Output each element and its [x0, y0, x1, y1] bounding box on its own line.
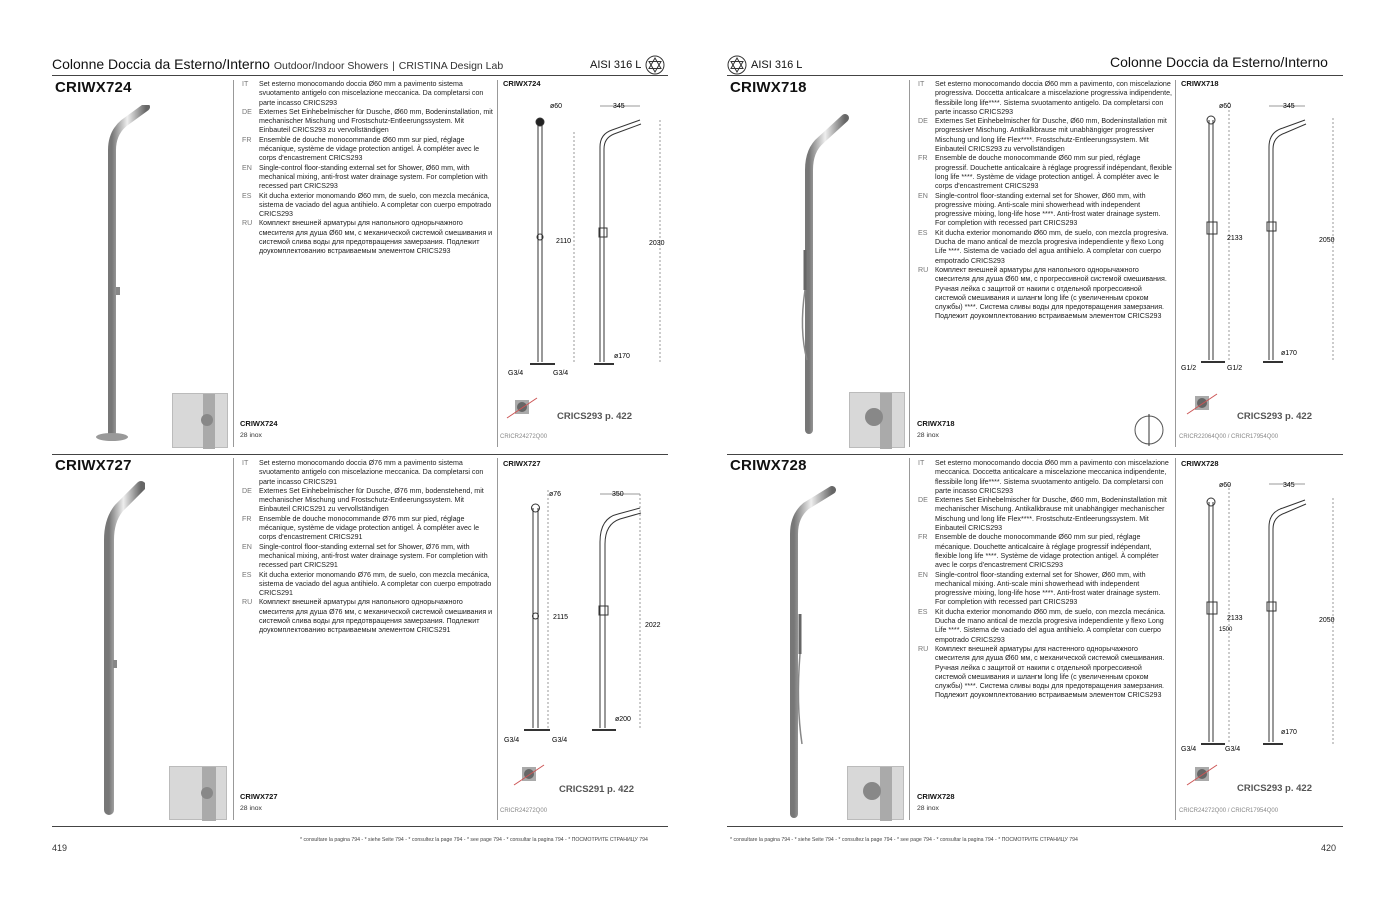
recessed-part-ref: CRICS293 p. 422: [1237, 783, 1312, 794]
footer-note: * consultare la pagina 794 - * siehe Seite 794 - * consultez la page 794 - * see page 794 - * consultar la pagina 794 - * ПОСМОТРИТЕ СТРАНИЦУ 794: [300, 837, 648, 843]
dim-diameter: ø60: [1219, 482, 1232, 489]
finish-code: 28 inox: [917, 805, 939, 812]
header-lab: CRISTINA Design Lab: [398, 60, 504, 72]
dim-height-total: 2133: [1227, 235, 1243, 242]
multilang-description: IT Set esterno monocomando doccia Ø60 mm a pavimento con miscelazione meccanica. Doccetta anticalcare a miscelazione meccanica indipendente, flessibile long life****. Sistema svuotamento antigelo. Da completarsi con parte incasso CRICS293 DE Externes Set Einhebelmischer für Dusche, Ø60 mm, Bodeninstallation mit mechanischer Mischung. Antikalkbrause mit unabhängiger mechanischer Mischung und long life Flex****. Frostschutz-Entleerungssystem. Mit Einbauteil CRICS293 FR Ensemble de douche monocommande Ø60 mm sur pied, réglage mécanique. Douchette anticalcaire à réglage progressif indépendant, flexible long life ****. Système de vidage protection antigel. À compléter avec le corps d'encastrement CRICS293 EN Single-control floor-standing external set for Shower, Ø60 mm, with mechanical mixing. Anti-scale mini showerhead with independent progressive mixing, long-life hose ****. Anti-frost water drainage system. For completion with recessed part CRICS293 ES Kit ducha exterior monomando Ø60 mm, de suelo, con mezcla mecánica. Ducha de mano antical de mezcla progresiva independiente y flexo Long Life ****. Sistema de vaciado del agua antihielo. A completar con cuerpo empotrado CRICS293 RU Комплект внешней арматуры для настенного однорычажного смесителя для душа Ø60 мм, с механической системой смешивания. Ручная лейка с защитой от накипи с отдельной прогрессивной системой смешивания и шлангм long life (с увеличенным сроком службы) ****. Система сливы воды для предотвращения замерзания. Подлежит доукомплектованию встраиваемым элементом CRICS293: [918, 459, 1169, 700]
material-badge: AISI 316 L: [727, 55, 802, 75]
rotation-angle-diagram: [1127, 408, 1171, 450]
column-divider: [1175, 458, 1176, 820]
dim-height-outlet: 2030: [649, 240, 665, 247]
mixer-detail-thumbnail: [849, 392, 905, 448]
dim-conn-b: G3/4: [1225, 746, 1241, 753]
right-page: [697, 0, 1394, 900]
technical-drawing: [1179, 472, 1349, 757]
page-header-title: Colonne Doccia da Esterno/Interno Outdoor/Indoor Showers | CRISTINA Design Lab: [52, 56, 504, 72]
dim-base: ø170: [1281, 350, 1297, 357]
star-of-david-icon: [727, 55, 747, 75]
star-of-david-icon: [645, 55, 665, 75]
dim-arm: 345: [1283, 482, 1295, 489]
model-code: CRIWX718: [917, 419, 955, 428]
header-separator: |: [392, 60, 395, 72]
recessed-part-ref: CRICS291 p. 422: [559, 784, 634, 795]
dim-diameter: ø76: [549, 491, 562, 498]
accessory-codes: CRICR24272Q00: [500, 808, 548, 814]
section-rule: [52, 454, 668, 455]
dim-height-hand: 1500: [1219, 627, 1233, 633]
dim-conn-b: G3/4: [553, 370, 569, 377]
header-rule: [727, 75, 1343, 76]
dim-conn-a: G1/2: [1181, 365, 1197, 372]
dim-conn-a: G3/4: [508, 370, 524, 377]
column-divider: [497, 80, 498, 447]
dim-height-outlet: 2050: [1319, 237, 1335, 244]
dim-arm: 350: [612, 491, 624, 498]
dim-base: ø170: [1281, 729, 1297, 736]
dim-height-total: 2115: [553, 614, 569, 621]
recessed-part-icon: [1185, 392, 1219, 418]
shower-column-photo: [787, 110, 857, 440]
dim-conn-b: G3/4: [552, 737, 568, 744]
recessed-part-icon: [505, 396, 539, 422]
header-rule: [52, 75, 668, 76]
page-header-title: Colonne Doccia da Esterno/Interno: [1110, 54, 1328, 70]
footer-note: * consultare la pagina 794 - * siehe Seite 794 - * consultez la page 794 - * see page 794 - * consultar la pagina 794 - * ПОСМОТРИТЕ СТРАНИЦУ 794: [730, 837, 1078, 843]
accessory-codes: CRICR24272Q00 / CRICR17954Q00: [1179, 808, 1279, 814]
product-code: CRIWX728: [730, 457, 807, 474]
dim-height-total: 2110: [556, 238, 572, 245]
multilang-description: IT Set esterno monocomando doccia Ø76 mm a pavimento sistema svuotamento antigelo con miscelazione meccanica. Da completarsi con parte incasso CRICS291 DE Externes Set Einhebelmischer für Dusche, Ø76 mm, bodenstehend, mit mechanischer Mischung und Frostschutz-Entleerungssystem. Mit Einbauteil CRICS291 zu vervollständigen FR Ensemble de douche monocommande Ø76 mm sur pied, réglage mécanique, système de vidage protection antigel. À compléter avec le corps d'encastrement CRICS291 EN Single-control floor-standing external set for Shower, Ø76 mm, with mechanical mixing, anti-frost water drainage system. For completion with recessed part CRICS291 ES Kit ducha exterior monomando Ø76 mm, de suelo, con mezcla mecánica, sistema de vaciado del agua antihielo. A completar con cuerpo empotrado CRICS291 RU Комплект внешней арматуры для напольного однорычажного смесителя для душа Ø76 мм, с механической системой смешивания и системой слива воды для предотвращения замерзания. Подлежит доукомплектованию встраиваемым элементом CRICS291: [242, 459, 493, 635]
technical-drawing: [1179, 92, 1349, 377]
column-divider: [909, 80, 910, 447]
page-number: 419: [52, 843, 68, 853]
dim-conn-a: G3/4: [504, 737, 520, 744]
mixer-detail-thumbnail: [172, 393, 228, 448]
accessory-codes: CRICR22064Q00 / CRICR17954Q00: [1179, 434, 1279, 440]
multilang-description: IT Set esterno monocomando doccia Ø60 mm a pavimento sistema svuotamento antigelo con miscelazione meccanica. Da completarsi con parte incasso CRICS293 DE Externes Set Einhebelmischer für Dusche, Ø60 mm, Bodeninstallation, mit mechanischer Mischung und Frostschutz-Entleerungssystem. Mit Einbauteil CRICS293 zu vervollständigen FR Ensemble de douche monocommande Ø60 mm sur pied, réglage mécanique, système de vidage protection antigel. À compléter avec le corps d'encastrement CRICS293 EN Single-control floor-standing external set for Shower, Ø60 mm, with mechanical mixing, anti-frost water drainage system. For completion with recessed part CRICS293 ES Kit ducha exterior monomando Ø60 mm, de suelo, con mezcla mecánica, sistema de vaciado del agua antihielo. A completar con cuerpo empotrado CRICS293 RU Комплект внешней арматуры для напольного однорычажного смесителя для душа Ø60 мм, с механической системой смешивания и системой слива воды для предотвращения замерзания. Подлежит доукомплектованию встраиваемым элементом CRICS293: [242, 80, 493, 256]
drawing-label: CRIWX718: [1181, 79, 1219, 88]
section-rule: [52, 826, 668, 827]
technical-drawing: [500, 92, 670, 382]
recessed-part-ref: CRICS293 p. 422: [557, 411, 632, 422]
drawing-label: CRIWX727: [503, 459, 541, 468]
column-divider: [497, 458, 498, 820]
finish-code: 28 inox: [240, 432, 262, 439]
recessed-part-icon: [1185, 763, 1219, 789]
dim-base: ø170: [614, 353, 630, 360]
recessed-part-icon: [512, 763, 546, 789]
model-code: CRIWX728: [917, 792, 955, 801]
page-number: 420: [1321, 843, 1337, 853]
dim-base: ø200: [615, 716, 631, 723]
dim-conn-b: G1/2: [1227, 365, 1243, 372]
dim-arm: 345: [613, 103, 625, 110]
dim-conn-a: G3/4: [1181, 746, 1197, 753]
shower-column-photo: [772, 484, 842, 820]
section-rule: [727, 454, 1343, 455]
drawing-label: CRIWX728: [1181, 459, 1219, 468]
technical-drawing: [500, 482, 670, 747]
model-code: CRIWX724: [240, 419, 278, 428]
product-code: CRIWX718: [730, 79, 807, 96]
finish-code: 28 inox: [917, 432, 939, 439]
section-rule: [727, 826, 1343, 827]
recessed-part-ref: CRICS293 p. 422: [1237, 411, 1312, 422]
multilang-description: IT Set esterno monocomando doccia Ø60 mm a pavimento, con miscelazione progressiva. Doccetta anticalcare a miscelazione progressiva indipendente, flessibile long life****. Sistema svuotamento antigelo. Da completarsi con parte incasso CRICS293 DE Externes Set Einhebelmischer für Dusche, Ø60 mm, Bodeninstallation mit progressiver Mischung. Antikalkbrause mit unabhängiger progressiver Mischung und long life Flex****. Frostschutz-Entleerungssystem. Mit Einbauteil CRICS293 zu vervollständigen FR Ensemble de douche monocommande Ø60 mm sur pied, réglage progressif. Douchette anticalcaire à réglage progressif indépendant, flexible long life ****. Système de vidage protection antigel. À compléter avec le corps d'encastrement CRICS293 EN Single-control floor-standing external set for Shower, Ø60 mm, with progressive mixing. Anti-scale mini showerhead with independent progressive mixing, long-life hose ****. Anti-frost water drainage system. For completion with recessed part CRICS293 ES Kit ducha exterior monomando Ø60 mm, de suelo, con mezcla progresiva. Ducha de mano antical de mezcla progresiva independiente y flexo Long Life ****. Sistema de vaciado del agua antihielo. A completar con cuerpo empotrado CRICS293 RU Комплект внешней арматуры для напольного однорычажного смесителя для душа Ø60 мм, с прогрессивной системой смешивания. Ручная лейка с защитой от накипи с отдельной прогрессивной системой смешивания и шлангм long life (с увеличенным сроком службы) ****. Система сливы воды для предотвращения замерзания. Подлежит доукомплектованию встраиваемым элементом CRICS293: [918, 80, 1172, 321]
column-divider: [233, 80, 234, 447]
product-code: CRIWX727: [55, 457, 132, 474]
dim-height-outlet: 2050: [1319, 617, 1335, 624]
dim-diameter: ø60: [550, 103, 563, 110]
column-divider: [909, 458, 910, 820]
drawing-label: CRIWX724: [503, 79, 541, 88]
shower-column-photo: [90, 105, 150, 445]
column-divider: [1175, 80, 1176, 447]
finish-code: 28 inox: [240, 805, 262, 812]
dim-diameter: ø60: [1219, 103, 1232, 110]
dim-arm: 345: [1283, 103, 1295, 110]
header-subtitle: Outdoor/Indoor Showers: [273, 60, 389, 72]
model-code: CRIWX727: [240, 792, 278, 801]
mixer-detail-thumbnail: [169, 766, 227, 820]
dim-height-outlet: 2022: [645, 622, 661, 629]
material-badge: AISI 316 L: [590, 55, 665, 75]
mixer-detail-thumbnail: [847, 766, 904, 820]
product-code: CRIWX724: [55, 79, 132, 96]
accessory-codes: CRICR24272Q00: [500, 434, 548, 440]
column-divider: [233, 458, 234, 820]
dim-height-total: 2133: [1227, 615, 1243, 622]
shower-column-photo: [85, 480, 145, 820]
